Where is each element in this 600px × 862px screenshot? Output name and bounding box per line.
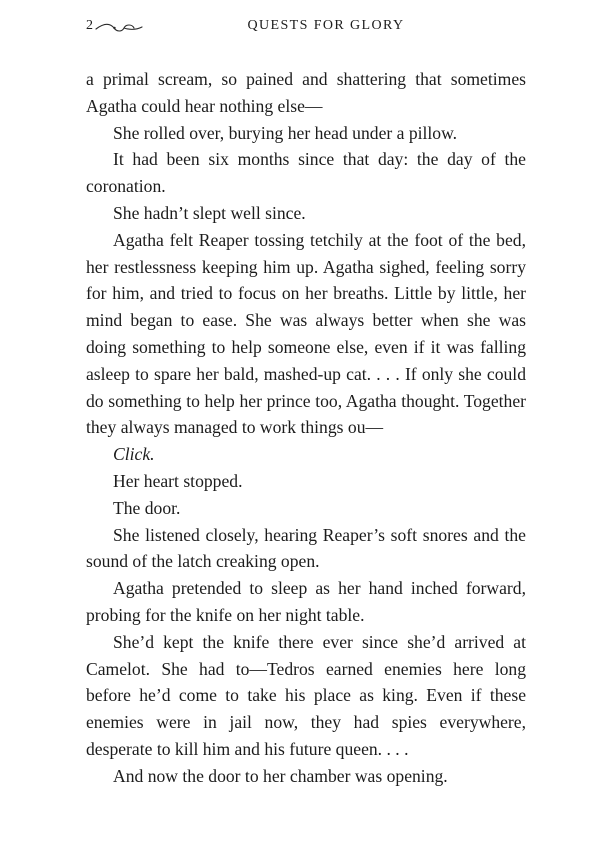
paragraph-2: She rolled over, burying her head under a pillow. — [113, 122, 458, 143]
paragraph-10: Agatha pretended to sleep as her hand inched forward, probing for the knife on her night table. — [86, 578, 526, 625]
paragraph-3: It had been six months since that day: the day of the coronation. — [86, 149, 526, 197]
page-header — [86, 18, 526, 42]
body-text — [86, 66, 526, 790]
paragraph-9: She listened closely, hearing Reaper’s soft snores and the sound of the latch creaking open. — [86, 524, 526, 572]
paragraph-8: The door. — [113, 497, 181, 518]
running-head: QUESTS FOR GLORY — [247, 18, 405, 33]
paragraph-7: Her heart stopped. — [113, 470, 243, 491]
paragraph-12: And now the door to her chamber was opening. — [113, 765, 448, 786]
paragraph-11: She’d kept the knife there ever since she’d arrived at Camelot. She had to—Tedros earned enemies here long before he’d come to take his place as king. Even if these enemies were in jail now, they had spies everywhere, desperate to kill him and his future queen. . . . — [86, 631, 526, 759]
page-number: 2 — [86, 18, 94, 33]
paragraph-4: She hadn’t slept well since. — [113, 202, 306, 223]
paragraph-6: Click. — [113, 444, 155, 465]
paragraph-1: a primal scream, so pained and shattering that sometimes Agatha could hear nothing else— — [86, 69, 526, 116]
paragraph-5: Agatha felt Reaper tossing tetchily at the foot of the bed, her restlessness keeping him up. Agatha sighed, feeling sorry for him, and tried to focus on her breaths. Little by little, her mind began to ease. She was always better when she was doing something to help someone else, even if it was falling asleep to spare her bald, mashed-up cat. . . . If only she could do something to help her prince too, Agatha thought. Together they always managed to work things ou— — [86, 229, 526, 438]
